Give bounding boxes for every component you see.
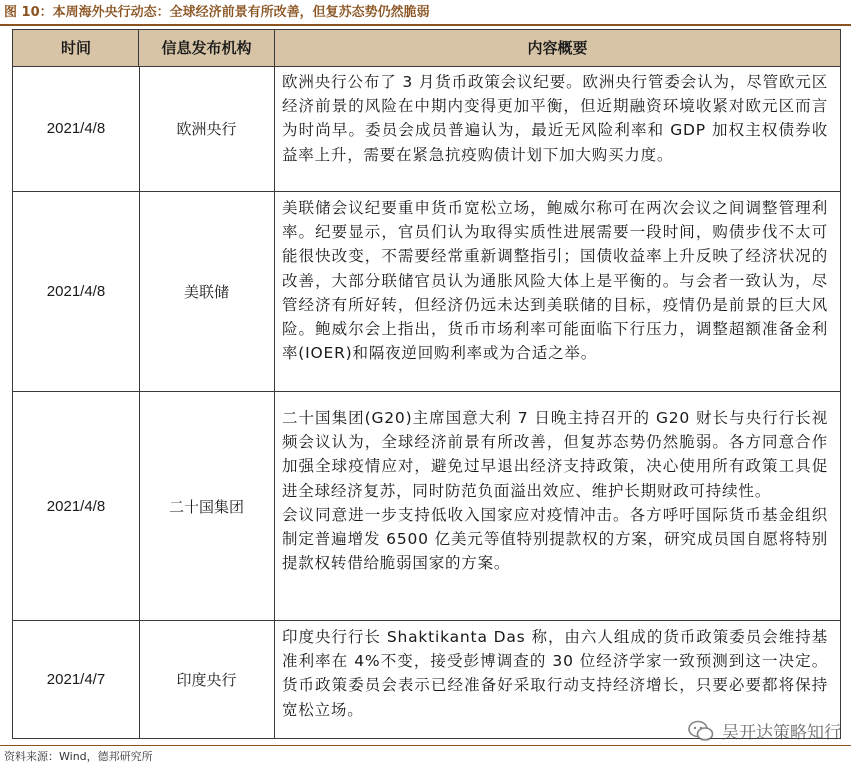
header-org: 信息发布机构 (161, 39, 252, 57)
table-header (12, 29, 841, 67)
table-row (12, 66, 841, 192)
row-date: 2021/4/8 (13, 66, 140, 191)
row-content (275, 392, 840, 620)
header-date: 时间 (60, 39, 91, 57)
content-paragraph: 会议同意进一步支持低收入国家应对疫情冲击。各方呼吁国际货币基金组织制定普遍增发 6500 亿美元等值特别提款权的方案，研究成员国自愿将特别提款权转借给脆弱国家的方案。 (282, 505, 828, 573)
source-note: 资料来源：Wind，德邦研究所 (4, 750, 153, 763)
watermark (688, 718, 841, 743)
content-paragraph: 二十国集团(G20)主席国意大利 7 日晚主持召开的 G20 财长与央行行长视频会议认为，全球经济前景有所改善，但复苏态势仍然脆弱。各方同意合作加强全球疫情应对，避免过早退出经济支持政策，决心使用所有政策工具促进全球经济复苏，同时防范负面溢出效应、维护长期财政可持续性。 (282, 409, 828, 500)
source-rule (0, 745, 851, 746)
watermark-text: 吴开达策略知行 (722, 723, 841, 743)
row-org: 美联储 (139, 192, 275, 391)
title-rule (0, 24, 851, 26)
row-date: 2021/4/7 (13, 621, 140, 738)
header-content: 内容概要 (527, 39, 588, 57)
table-row (12, 392, 841, 621)
row-date: 2021/4/8 (13, 192, 140, 391)
row-org: 二十国集团 (139, 392, 275, 620)
row-content (275, 192, 840, 391)
row-org: 印度央行 (139, 621, 275, 738)
content-paragraph: 美联储会议纪要重申货币宽松立场，鲍威尔称可在两次会议之间调整管理利率。纪要显示，官员们认为取得实质性进展需要一段时间，购债步伐不太可能很快改变，不需要经常重新调整指引；国债收益率上升反映了经济状况的改善，大部分联储官员认为通胀风险大体上是平衡的。与会者一致认为，尽管经济有所好转，但经济仍远未达到美联储的目标，疫情仍是前景的巨大风险。鲍威尔会上指出，货币市场利率可能面临下行压力，调整超额准备金利率(IOER)和隔夜逆回购利率或为合适之举。 (282, 199, 828, 363)
wechat-icon (688, 720, 714, 742)
figure-title: 图 10：本周海外央行动态：全球经济前景有所改善，但复苏态势仍然脆弱 (4, 5, 430, 20)
content-paragraph: 印度央行行长 Shaktikanta Das 称，由六人组成的货币政策委员会维持基准利率在 4%不变，接受彭博调查的 30 位经济学家一致预测到这一决定。货币政策委员会表示已经准备好采取行动支持经济增长，只要必要都将保持宽松立场。 (282, 628, 828, 719)
table-row (12, 192, 841, 392)
row-date: 2021/4/8 (13, 392, 140, 620)
row-org: 欧洲央行 (139, 66, 275, 191)
content-paragraph: 欧洲央行公布了 3 月货币政策会议纪要。欧洲央行管委会认为，尽管欧元区经济前景的风险在中期内变得更加平衡，但近期融资环境收紧对欧元区而言为时尚早。委员会成员普遍认为，最近无风险利率和 GDP 加权主权债券收益率上升，需要在紧急抗疫购债计划下加大购买力度。 (282, 73, 828, 164)
row-content (275, 66, 840, 191)
